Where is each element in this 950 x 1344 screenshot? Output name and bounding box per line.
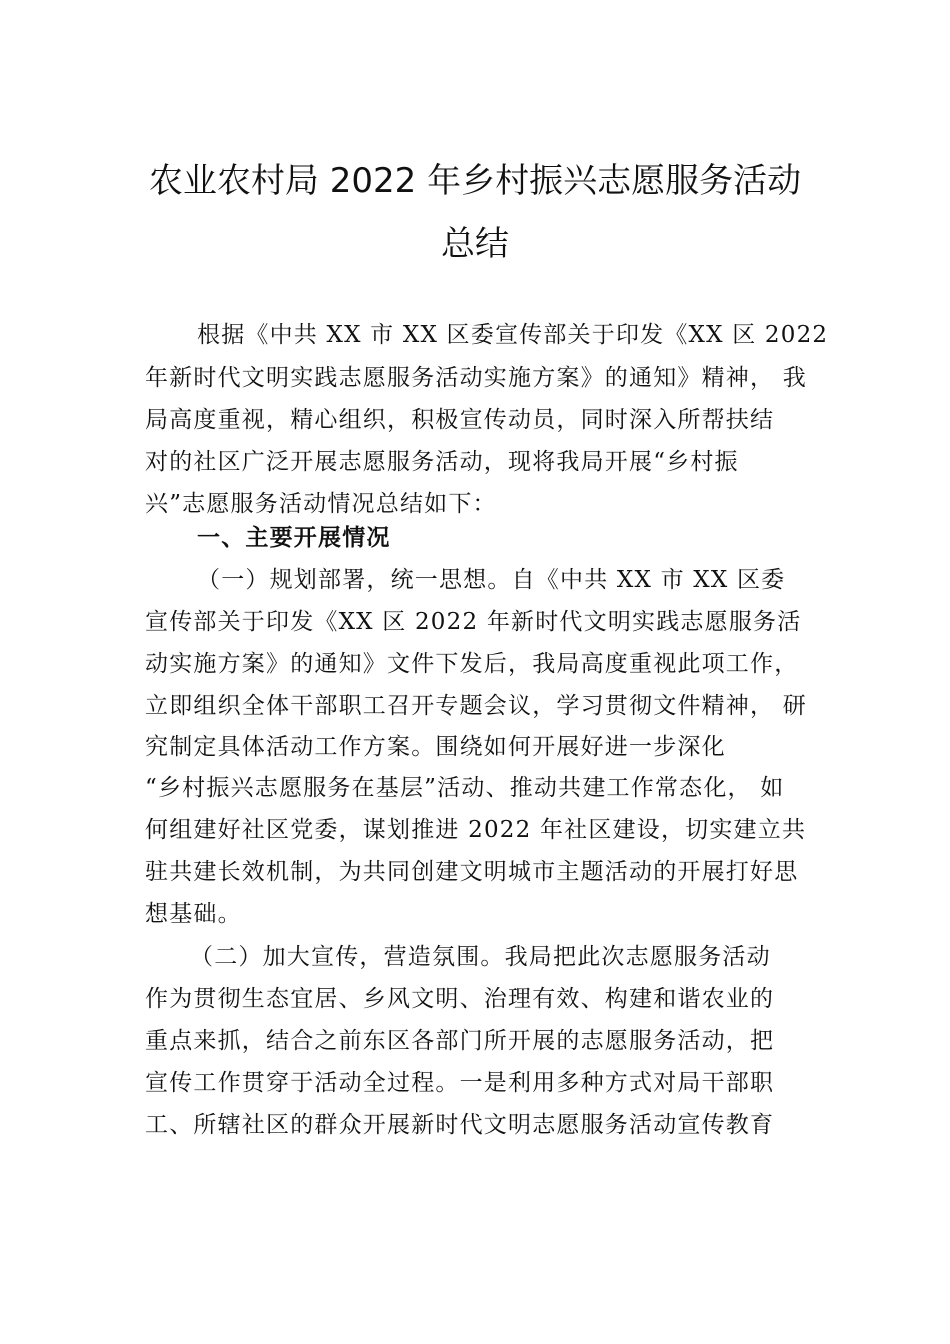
paragraph-line: （二）加大宣传，营造氛围。我局把此次志愿服务活动 bbox=[190, 944, 771, 970]
paragraph-line: 驻共建长效机制，为共同创建文明城市主题活动的开展打好思 bbox=[145, 859, 799, 885]
paragraph-line: 年新时代文明实践志愿服务活动实施方案》的通知》精神， 我 bbox=[145, 365, 807, 391]
paragraph-line: 对的社区广泛开展志愿服务活动，现将我局开展“乡村振 bbox=[145, 449, 739, 475]
paragraph-line: 宣传部关于印发《XX 区 2022 年新时代文明实践志愿服务活 bbox=[145, 609, 802, 635]
paragraph-line: “乡村振兴志愿服务在基层”活动、推动共建工作常态化， 如 bbox=[145, 775, 785, 801]
paragraph-line: 立即组织全体干部职工召开专题会议，学习贯彻文件精神， 研 bbox=[145, 693, 807, 719]
document-title-line-2: 总结 bbox=[441, 224, 509, 264]
paragraph-line: 何组建好社区党委，谋划推进 2022 年社区建设，切实建立共 bbox=[145, 817, 807, 843]
paragraph-line: （一）规划部署，统一思想。自《中共 XX 市 XX 区委 bbox=[197, 567, 786, 593]
section-heading: 一、主要开展情况 bbox=[197, 525, 391, 551]
paragraph-line: 根据《中共 XX 市 XX 区委宣传部关于印发《XX 区 2022 bbox=[197, 322, 829, 348]
paragraph-line: 宣传工作贯穿于活动全过程。一是利用多种方式对局干部职 bbox=[145, 1070, 775, 1096]
paragraph-line: 作为贯彻生态宜居、乡风文明、治理有效、构建和谐农业的 bbox=[145, 986, 775, 1012]
paragraph-line: 动实施方案》的通知》文件下发后，我局高度重视此项工作， bbox=[145, 651, 799, 677]
paragraph-line: 兴”志愿服务活动情况总结如下： bbox=[145, 491, 497, 517]
paragraph-line: 工、所辖社区的群众开展新时代文明志愿服务活动宣传教育 bbox=[145, 1112, 775, 1138]
paragraph-line: 究制定具体活动工作方案。围绕如何开展好进一步深化 bbox=[145, 734, 726, 760]
paragraph-line: 重点来抓，结合之前东区各部门所开展的志愿服务活动，把 bbox=[145, 1028, 775, 1054]
document-title-line-1: 农业农村局 2022 年乡村振兴志愿服务活动 bbox=[148, 161, 802, 201]
paragraph-line: 想基础。 bbox=[145, 901, 242, 927]
paragraph-line: 局高度重视，精心组织，积极宣传动员，同时深入所帮扶结 bbox=[145, 407, 775, 433]
